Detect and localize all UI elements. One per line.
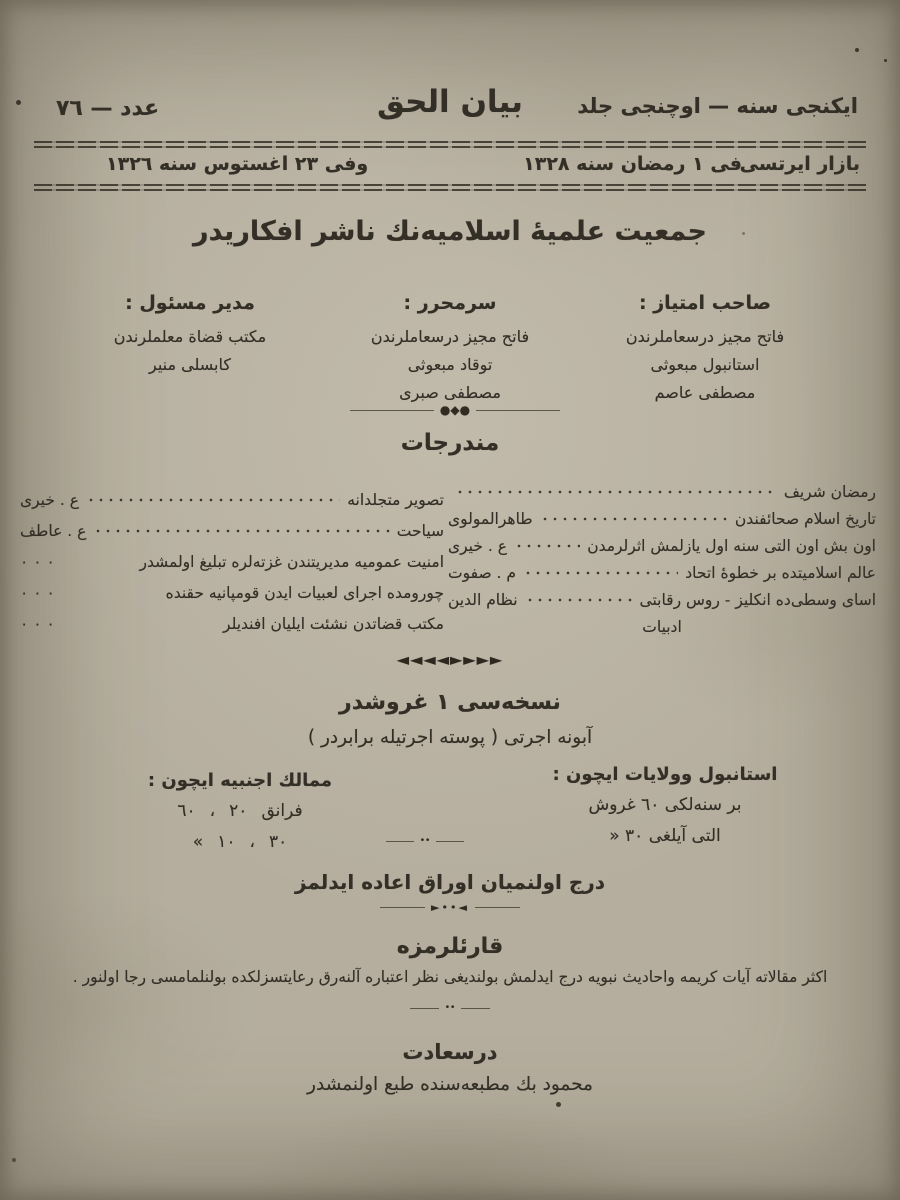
staff-role-label: مدير مسئول : — [125, 292, 255, 314]
staff-role-label: سرمحرر : — [403, 292, 497, 314]
staff-column-chief-editor — [295, 292, 605, 407]
copy-price: نسخه‌سى ١ غروشدر — [339, 690, 561, 715]
ornament-line — [461, 1008, 490, 1009]
toc-entry — [448, 559, 876, 586]
arrow-spray-ornament-icon: ►►►►◄◄◄◄ — [396, 650, 504, 669]
toc-entry-title: امنيت عموميه مديريتندن غزته‌لره تبليغ اولمشدر — [139, 552, 444, 571]
ornament-line — [436, 841, 464, 842]
staff-line: مكتب قضاة معلملرندن — [113, 327, 267, 346]
pointer-band-ornament-icon: ◄••► — [431, 901, 469, 914]
toc-entry-title: اون بش اون التى سنه اول يازلمش اثرلرمدن — [587, 536, 876, 555]
paper-speck — [556, 1102, 561, 1107]
double-rule-top — [34, 141, 866, 150]
subscription-domestic-heading: استانبول وولايات ايچون : — [552, 764, 778, 785]
no-return-notice: درج اولنميان اوراق اعاده ايدلمز — [294, 870, 606, 894]
toc-entry — [448, 478, 876, 505]
price-number: ٣٠ — [268, 832, 288, 852]
imprint-printer: محمود بك مطبعه‌سنده طبع اولنمشدر — [307, 1074, 593, 1095]
subscription-note: آبونه اجرتى ( پوسته اجرتيله برابردر ) — [307, 727, 593, 748]
masthead-title: بيان الحق — [377, 84, 523, 120]
staff-line: توقاد مبعوثى — [407, 355, 493, 374]
staff-name: كابسلى منير — [149, 355, 231, 374]
toc-entry-author: ع . خيرى — [448, 536, 507, 555]
masthead-issue-number: عدد — ٧٦ — [56, 96, 160, 121]
staff-name: مصطفى عاصم — [654, 383, 756, 402]
toc-entry — [20, 515, 444, 546]
toc-entry — [20, 484, 444, 515]
masthead-volume-right: ايكنجى سنه — اوچنجى جلد — [577, 94, 858, 118]
toc-entry-title: عالم اسلاميتده بر خطوهٔ اتحاد — [685, 563, 876, 582]
leader-spacer — [62, 588, 159, 598]
toc-entry — [20, 608, 444, 639]
toc-entry-author: طاهرالمولوى — [448, 509, 533, 528]
ornament-line — [386, 841, 414, 842]
toc-entry-title: تصوير متجلدانه — [347, 490, 444, 509]
paper-speck — [12, 1158, 16, 1162]
toc-entry-page-dots: ٠ ٠ ٠ — [20, 614, 55, 633]
paper-speck — [855, 48, 859, 52]
ornament-divider — [386, 837, 464, 846]
ditto-mark: « — [192, 832, 204, 852]
dotted-leader — [525, 595, 633, 605]
dotted-leader — [514, 541, 580, 551]
knot-ornament-icon: ●◆● — [439, 403, 471, 417]
price-number: ٢٠ — [229, 801, 248, 821]
contents-heading: مندرجات — [400, 430, 500, 456]
toc-entry-title: تاريخ اسلام صحائفندن — [734, 509, 876, 528]
subscription-domestic — [500, 760, 830, 852]
ornament-line — [380, 907, 425, 908]
price-separator: ، — [249, 832, 255, 852]
dotted-leader — [540, 514, 728, 524]
toc-entry-title: اساى وسطى‌ده انكليز - روس رقابتى — [639, 590, 876, 609]
toc-left-column — [20, 484, 444, 639]
dateline-hijri: فى ١ رمضان سنه ١٣٢٨ — [523, 153, 742, 175]
toc-entry — [20, 546, 444, 577]
dateline-rumi: وفى ٢٣ اغستوس سنه ١٣٢٦ — [106, 153, 369, 175]
toc-entry-author: نظام الدين — [448, 590, 518, 609]
ornament-line — [410, 1008, 439, 1009]
staff-line: فاتح مجيز درسعاملرندن — [625, 327, 785, 346]
ornament-divider — [410, 1004, 490, 1013]
subscription-foreign-yearly — [105, 796, 375, 827]
toc-entry-title: چورومده اجراى لعبيات ايدن قومپانيه حقنده — [165, 583, 444, 602]
dotted-leader — [523, 568, 678, 578]
imprint-city: درسعادت — [402, 1040, 498, 1064]
paper-speck — [884, 59, 887, 62]
toc-entry — [448, 505, 876, 532]
readers-notice — [0, 968, 900, 986]
toc-entry-author: م . صفوت — [448, 563, 516, 582]
toc-entry — [448, 613, 876, 640]
ornament-line — [476, 410, 560, 411]
dateline-day: بازار ايرتسى — [739, 153, 860, 175]
staff-line: استانبول مبعوثى — [650, 355, 760, 374]
toc-entry-page-dots: ٠ ٠ ٠ — [20, 552, 55, 571]
ornament-line — [475, 907, 520, 908]
staff-role-label: صاحب امتياز : — [639, 292, 771, 314]
toc-entry — [20, 577, 444, 608]
price-number: ١٠ — [217, 832, 236, 852]
toc-entry-title: رمضان شريف — [783, 482, 876, 501]
currency-label: فرانق — [261, 801, 303, 821]
subscription-foreign — [105, 766, 375, 858]
ornament-divider — [380, 902, 520, 913]
leader-spacer — [62, 557, 133, 567]
dotted-leader — [86, 495, 340, 505]
subscription-domestic-halfyear: التى آيلغى ٣٠ « — [609, 826, 721, 846]
leader-spacer — [62, 619, 216, 629]
readers-heading: قارئلرمزه — [396, 934, 504, 959]
society-subtitle: جمعيت علميهٔ اسلاميه‌نك ناشر افكاريدر — [193, 216, 707, 247]
dotted-leader — [93, 526, 389, 536]
staff-name: مصطفى صبرى — [399, 383, 501, 402]
price-number: ٦٠ — [177, 801, 196, 821]
toc-entry-author: ع . خيرى — [20, 490, 79, 509]
toc-entry-title: ادبيات — [642, 617, 682, 636]
subscription-foreign-heading: ممالك اجنبيه ايچون : — [147, 770, 333, 791]
squiggle-ornament-icon: •• — [444, 1003, 456, 1013]
toc-entry-title: مكتب قضاتدن نشئت ايليان افنديلر — [223, 614, 444, 633]
toc-entry-title: سياحت — [396, 521, 444, 540]
dotted-leader — [455, 487, 777, 497]
toc-entry — [448, 586, 876, 613]
subscription-foreign-halfyear — [105, 827, 375, 858]
staff-column-responsible-manager — [55, 292, 325, 379]
toc-entry — [448, 532, 876, 559]
price-separator: ، — [209, 801, 216, 821]
ornament-divider — [350, 404, 560, 416]
readers-notice-text: اكثر مقالاته آيات كريمه واحاديث نبويه درج ايدلمش بولنديغى نظر اعتباره آلنه‌رق رعايتسزلكده بولنلمامسى رجا اولنور . — [72, 968, 828, 986]
ornament-line — [350, 410, 434, 411]
staff-line: فاتح مجيز درسعاملرندن — [370, 327, 530, 346]
toc-entry-author: ع . عاطف — [20, 521, 87, 540]
squiggle-ornament-icon: •• — [419, 836, 431, 846]
subscription-domestic-yearly: بر سنه‌لكى ٦٠ غروش — [588, 795, 742, 815]
toc-entry-page-dots: ٠ ٠ ٠ — [20, 583, 55, 602]
toc-right-column — [448, 478, 876, 640]
double-rule-bottom — [34, 184, 866, 193]
